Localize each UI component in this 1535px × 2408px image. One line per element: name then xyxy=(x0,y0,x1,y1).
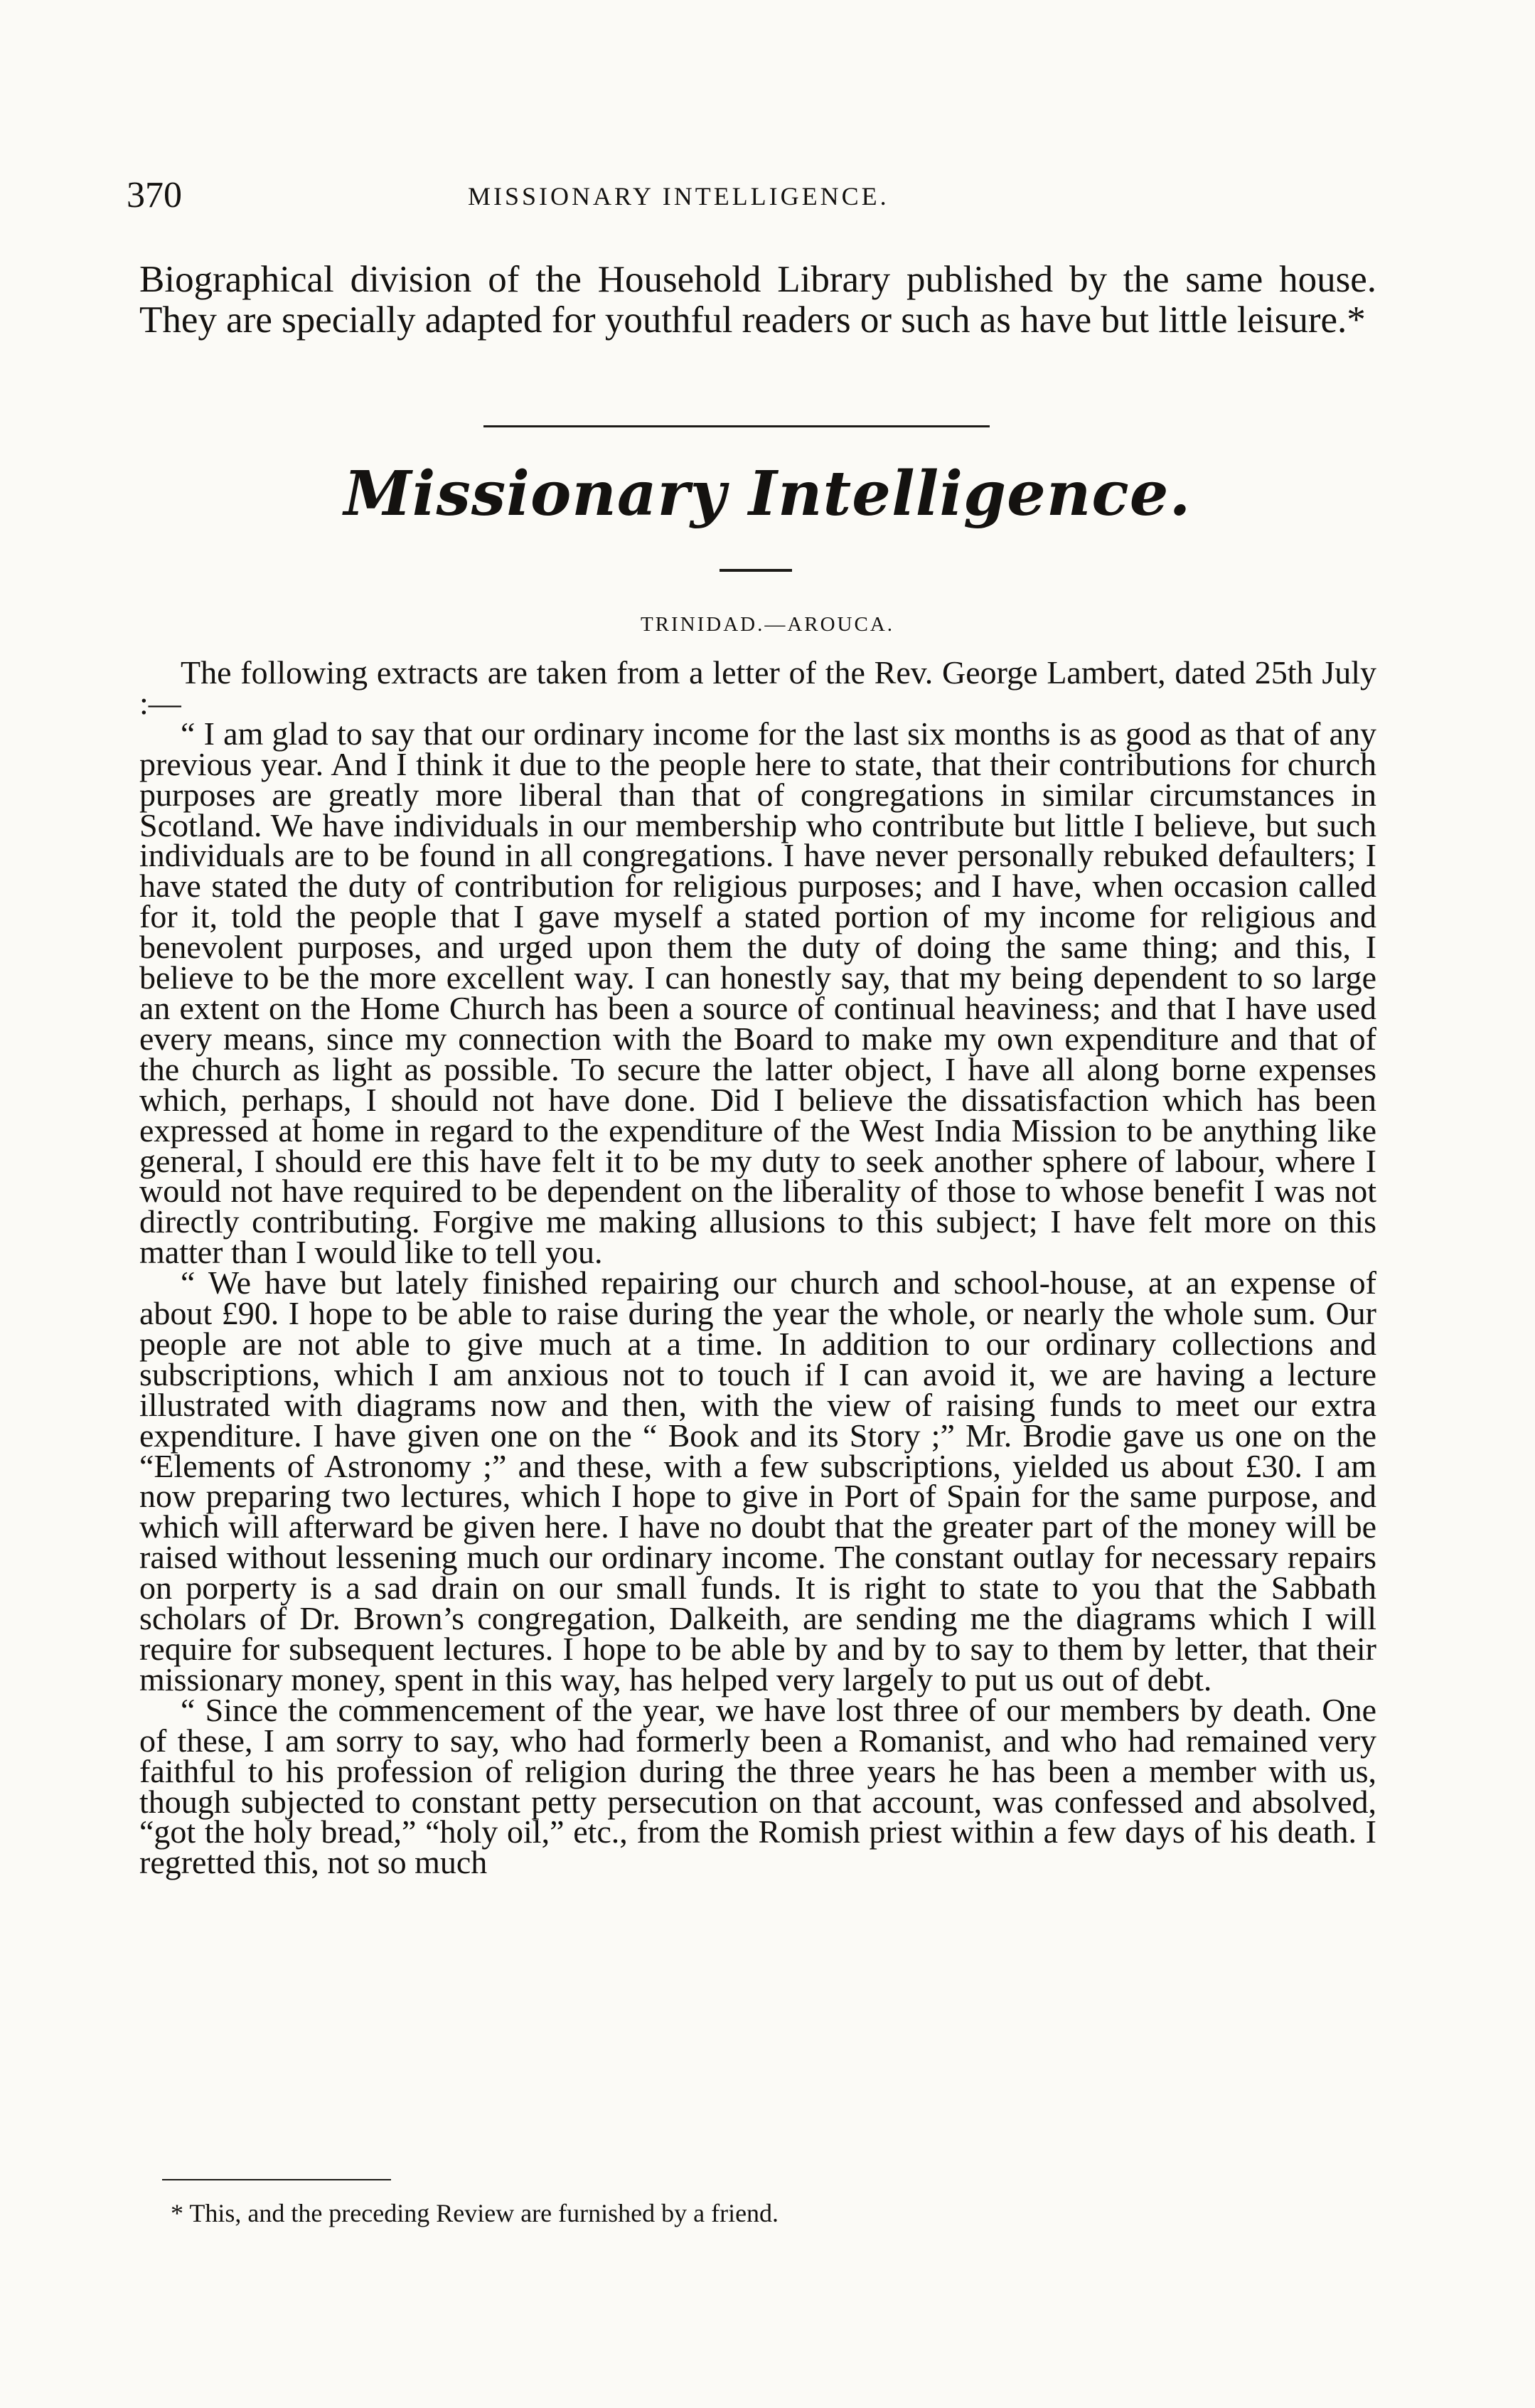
page-header xyxy=(127,171,1392,220)
letter-paragraph-2: “ We have but lately finished repairing our church and school-house, at an expense of about £90. I hope to be able to raise during the year the whole, or nearly the whole sum. Our people are not able to give much at a time. In addition to our ordinary collections and subscriptions, which I am anxious not to touch if I can avoid it, we are having a lecture illustrated with diagrams now and then, with the view of raising funds to meet our extra expenditure. I have given one on the “ Book and its Story ;” Mr. Brodie gave us one on the “Elements of Astronomy ;” and these, with a few subscriptions, yielded us about £30. I am now preparing two lectures, which I hope to give in Port of Spain for the same purpose, and which will afterward be given here. I have no doubt that the greater part of the money will be raised without lessening much our ordinary income. The constant outlay for necessary repairs on porperty is a sad drain on our small funds. It is right to state to you that the Sabbath scholars of Dr. Brown’s congregation, Dalkeith, are sending me the diagrams which I will require for subsequent lectures. I hope to be able by and by to say to them by letter, that their missionary money, spent in this way, has helped very largely to put us out of debt. xyxy=(139,1264,1376,1698)
footnote: * This, and the preceding Review are furnished by a friend. xyxy=(171,2199,779,2227)
lead-paragraph: The following extracts are taken from a letter of the Rev. George Lambert, dated 25th July :— xyxy=(139,654,1376,721)
title-divider xyxy=(720,569,792,572)
section-title: Missionary Intelligence. xyxy=(343,458,1192,530)
location-heading: TRINIDAD.—AROUCA. xyxy=(640,613,895,636)
running-head: MISSIONARY INTELLIGENCE. xyxy=(468,182,889,211)
footnote-divider xyxy=(162,2179,391,2180)
letter-body xyxy=(139,654,1376,1881)
letter-paragraph-1: “ I am glad to say that our ordinary income for the last six months is as good as that of any previous year. And I think it due to the people here to state, that their contributions for church purposes are greatly more liberal than that of congregations in similar circumstances in Scotland. We have individuals in our membership who contribute but little I believe, but such individuals are to be found in all congregations. I have never personally rebuked defaulters; I have stated the duty of contribution for religious purposes; and I have, when occasion called for it, told the people that I gave myself a stated portion of my income for religious and benevolent purposes, and urged upon them the duty of doing the same thing; and this, I believe to be the more excellent way. I can honestly say, that my being dependent to so large an extent on the Home Church has been a source of continual heaviness; and that I have used every means, since my connection with the Board to make my own expenditure and that of the church as light as possible. To secure the latter object, I have all along borne expenses which, perhaps, I should not have done. Did I believe the dissatisfaction which has been expressed at home in regard to the expenditure of the West India Mission to be anything like general, I should ere this have felt it to be my duty to seek another sphere of labour, where I would not have required to be dependent on the liberality of those to whose benefit I was not directly contributing. Forgive me making allusions to this subject; I have felt more on this matter than I would like to tell you. xyxy=(139,715,1376,1271)
section-divider xyxy=(483,425,990,427)
page-number: 370 xyxy=(127,175,182,215)
intro-paragraph: Biographical division of the Household Library published by the same house. They are specially adapted for youthful readers or such as have but little leisure.* xyxy=(139,259,1376,341)
letter-paragraph-3: “ Since the commencement of the year, we have lost three of our members by death. One of these, I am sorry to say, who had formerly been a Romanist, and who had remained very faithful to his profession of religion during the three years he has been a member with us, though subjected to constant petty persecution on that account, was confessed and absolved, “got the holy bread,” “holy oil,” etc., from the Romish priest within a few days of his death. I regretted this, not so much xyxy=(139,1691,1376,1881)
